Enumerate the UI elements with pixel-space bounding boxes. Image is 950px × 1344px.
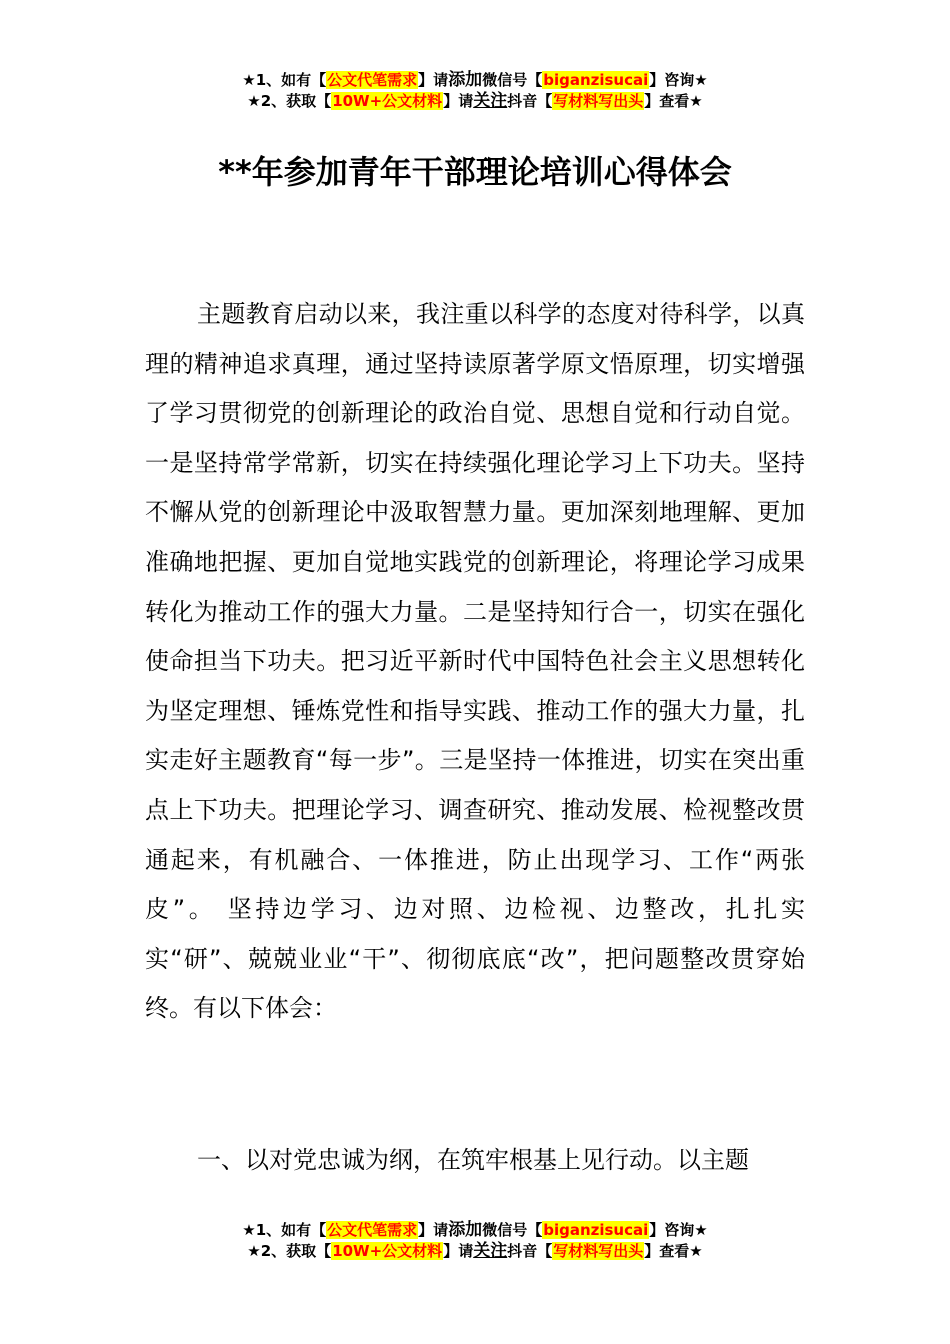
- section-heading-paragraph: 一、以对党忠诚为纲，在筑牢根基上见行动。以主题: [197, 1146, 749, 1174]
- footer-banner-line1: [0, 1220, 950, 1241]
- banner-emphasis: 添加: [448, 70, 483, 90]
- footer-banner: [0, 1220, 950, 1262]
- highlight-douyin-account: 写材料写出头: [553, 1242, 644, 1260]
- header-banner-line1: [0, 70, 950, 91]
- banner-emphasis: 添加: [448, 1220, 483, 1240]
- star-icon: ★: [694, 1221, 708, 1239]
- banner-text: 微信号【: [482, 71, 543, 89]
- banner-text: 】查看: [644, 1242, 690, 1260]
- banner-emphasis: 关注: [473, 91, 508, 111]
- banner-text: 】请: [418, 1221, 449, 1239]
- banner-text: 2、获取【: [260, 92, 332, 110]
- star-icon: ★: [247, 1242, 261, 1260]
- header-banner-line2: [0, 91, 950, 112]
- banner-text: 】咨询: [649, 71, 695, 89]
- document-title: **年参加青年干部理论培训心得体会: [218, 153, 732, 191]
- star-icon: ★: [689, 92, 703, 110]
- banner-text: 抖音【: [507, 1242, 553, 1260]
- highlight-materials: 10W+公文材料: [332, 92, 443, 110]
- star-icon: ★: [694, 71, 708, 89]
- banner-emphasis: 关注: [473, 1241, 508, 1261]
- highlight-wechat-id: biganzisucai: [543, 71, 649, 89]
- banner-text: 抖音【: [507, 92, 553, 110]
- highlight-douyin-account: 写材料写出头: [553, 92, 644, 110]
- star-icon: ★: [247, 92, 261, 110]
- star-icon: ★: [242, 1221, 256, 1239]
- banner-text: 】请: [418, 71, 449, 89]
- body-paragraph: 主题教育启动以来，我注重以科学的态度对待科学，以真理的精神追求真理，通过坚持读原著学原文悟原理，切实增强了学习贯彻党的创新理论的政治自觉、思想自觉和行动自觉。一是坚持常学常新，切实在持续强化理论学习上下功夫。坚持不懈从党的创新理论中汲取智慧力量。更加深刻地理解、更加准确地把握、更加自觉地实践党的创新理论，将理论学习成果转化为推动工作的强大力量。二是坚持知行合一，切实在强化使命担当下功夫。把习近平新时代中国特色社会主义思想转化为坚定理想、锤炼党性和指导实践、推动工作的强大力量，扎实走好主题教育“每一步”。三是坚持一体推进，切实在突出重点上下功夫。把理论学习、调查研究、推动发展、检视整改贯通起来，有机融合、一体推进，防止出现学习、工作“两张皮”。 坚持边学习、边对照、边检视、边整改，扎扎实实“研”、兢兢业业“干”、彻彻底底“改”，把问题整改贯穿始终。有以下体会：: [145, 300, 805, 1023]
- star-icon: ★: [689, 1242, 703, 1260]
- banner-text: 微信号【: [482, 1221, 543, 1239]
- header-banner: [0, 70, 950, 112]
- banner-text: 2、获取【: [260, 1242, 332, 1260]
- highlight-wechat-id: biganzisucai: [543, 1221, 649, 1239]
- footer-banner-line2: [0, 1241, 950, 1262]
- highlight-service: 公文代笔需求: [327, 1221, 418, 1239]
- banner-text: 】查看: [644, 92, 690, 110]
- highlight-materials: 10W+公文材料: [332, 1242, 443, 1260]
- banner-text: 】咨询: [649, 1221, 695, 1239]
- banner-text: 】请: [443, 92, 474, 110]
- banner-text: 】请: [443, 1242, 474, 1260]
- highlight-service: 公文代笔需求: [327, 71, 418, 89]
- banner-text: 1、如有【: [255, 1221, 327, 1239]
- banner-text: 1、如有【: [255, 71, 327, 89]
- star-icon: ★: [242, 71, 256, 89]
